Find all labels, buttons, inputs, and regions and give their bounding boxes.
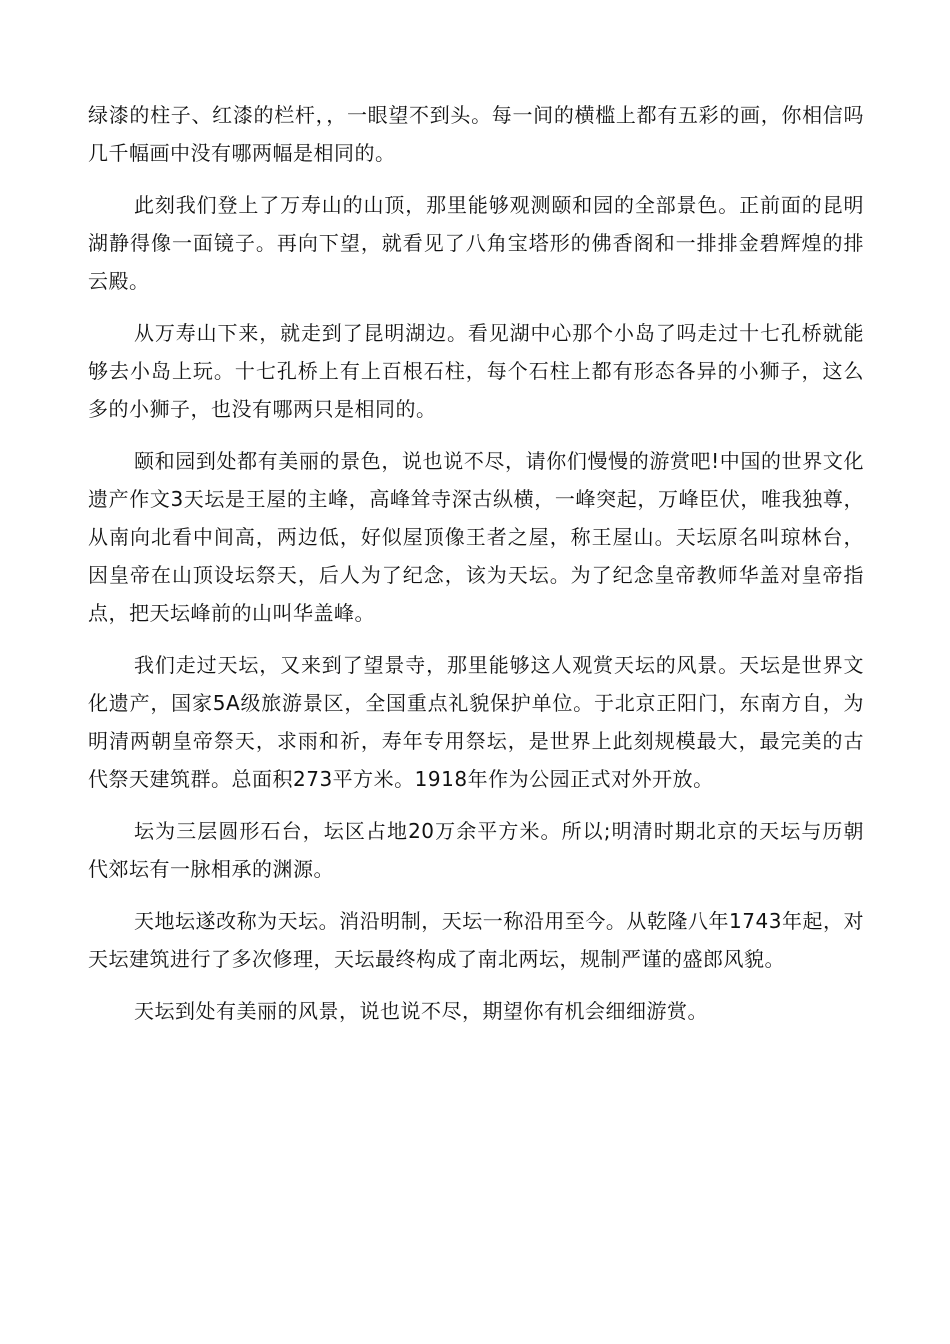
document-body	[88, 96, 864, 1044]
paragraph-2: 此刻我们登上了万寿山的山顶，那里能够观测颐和园的全部景色。正前面的昆明湖静得像一面镜子。再向下望，就看见了八角宝塔形的佛香阁和一排排金碧辉煌的排云殿。	[88, 193, 864, 293]
paragraph-6: 坛为三层圆形石台，坛区占地20万余平方米。所以;明清时期北京的天坛与历朝代郊坛有一脉相承的渊源。	[88, 819, 864, 881]
paragraph-4: 颐和园到处都有美丽的景色，说也说不尽，请你们慢慢的游赏吧!中国的世界文化遗产作文3天坛是王屋的主峰，高峰耸寺深古纵横，一峰突起，万峰臣伏，唯我独尊，从南向北看中间高，两边低，好似屋顶像王者之屋，称王屋山。天坛原名叫琼林台，因皇帝在山顶设坛祭天，后人为了纪念，该为天坛。为了纪念皇帝教师华盖对皇帝指点，把天坛峰前的山叫华盖峰。	[88, 449, 864, 625]
paragraph-7: 天地坛遂改称为天坛。消沿明制，天坛一称沿用至今。从乾隆八年1743年起，对天坛建筑进行了多次修理，天坛最终构成了南北两坛，规制严谨的盛郎风貌。	[88, 909, 864, 971]
paragraph-5: 我们走过天坛，又来到了望景寺，那里能够这人观赏天坛的风景。天坛是世界文化遗产，国家5A级旅游景区，全国重点礼貌保护单位。于北京正阳门，东南方自，为明清两朝皇帝祭天，求雨和祈，寿年专用祭坛，是世界上此刻规模最大，最完美的古代祭天建筑群。总面积273平方米。1918年作为公园正式对外开放。	[88, 653, 864, 791]
paragraph-1: 绿漆的柱子、红漆的栏杆，，一眼望不到头。每一间的横槛上都有五彩的画，你相信吗几千幅画中没有哪两幅是相同的。	[88, 103, 864, 165]
paragraph-8: 天坛到处有美丽的风景，说也说不尽，期望你有机会细细游赏。	[134, 999, 708, 1023]
paragraph-3: 从万寿山下来，就走到了昆明湖边。看见湖中心那个小岛了吗走过十七孔桥就能够去小岛上玩。十七孔桥上有上百根石柱，每个石柱上都有形态各异的小狮子，这么多的小狮子，也没有哪两只是相同的。	[88, 321, 864, 421]
